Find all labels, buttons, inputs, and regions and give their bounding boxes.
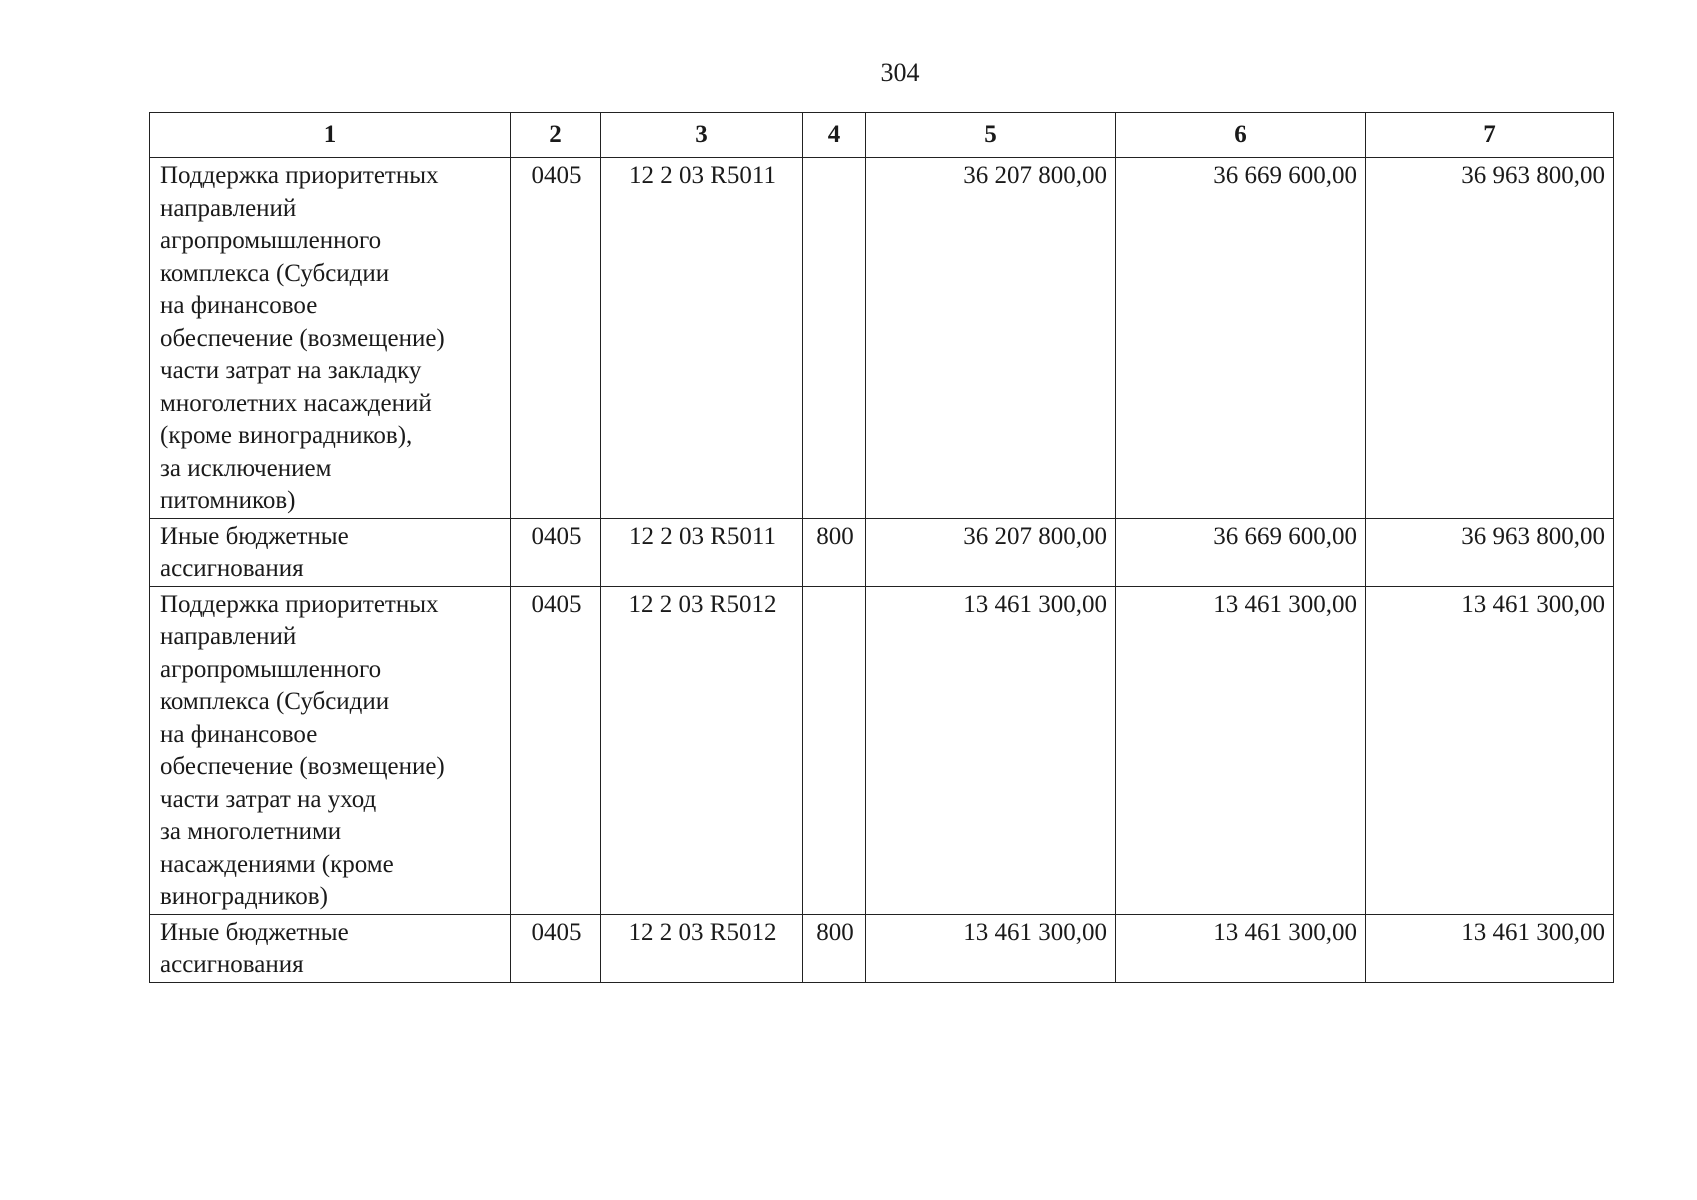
column-header-7: 7 xyxy=(1366,113,1614,158)
expense-type-cell: 800 xyxy=(803,914,866,982)
row-name-cell: Поддержка приоритетных направлений агропромышленного комплекса (Субсидии на финансовое обеспечение (возмещение) части затрат на закладку многолетних насаждений (кроме виноградников), за исключением питомников) xyxy=(150,158,511,519)
amount-col7-cell: 36 963 800,00 xyxy=(1366,158,1614,519)
column-header-2: 2 xyxy=(511,113,601,158)
amount-col6-cell: 36 669 600,00 xyxy=(1116,158,1366,519)
section-code-cell: 0405 xyxy=(511,518,601,586)
target-code-cell: 12 2 03 R5012 xyxy=(601,914,803,982)
table-row xyxy=(150,914,1614,982)
target-code-cell: 12 2 03 R5012 xyxy=(601,586,803,914)
table-row xyxy=(150,518,1614,586)
column-header-4: 4 xyxy=(803,113,866,158)
target-code-cell: 12 2 03 R5011 xyxy=(601,158,803,519)
table-row xyxy=(150,158,1614,519)
amount-col6-cell: 36 669 600,00 xyxy=(1116,518,1366,586)
expense-type-cell: 800 xyxy=(803,518,866,586)
section-code-cell: 0405 xyxy=(511,914,601,982)
table-row xyxy=(150,586,1614,914)
amount-col7-cell: 13 461 300,00 xyxy=(1366,586,1614,914)
amount-col5-cell: 36 207 800,00 xyxy=(866,518,1116,586)
section-code-cell: 0405 xyxy=(511,158,601,519)
row-name-cell: Иные бюджетные ассигнования xyxy=(150,914,511,982)
amount-col5-cell: 13 461 300,00 xyxy=(866,914,1116,982)
target-code-cell: 12 2 03 R5011 xyxy=(601,518,803,586)
amount-col5-cell: 13 461 300,00 xyxy=(866,586,1116,914)
amount-col6-cell: 13 461 300,00 xyxy=(1116,586,1366,914)
column-header-5: 5 xyxy=(866,113,1116,158)
page-number: 304 xyxy=(880,58,920,87)
amount-col7-cell: 13 461 300,00 xyxy=(1366,914,1614,982)
column-header-6: 6 xyxy=(1116,113,1366,158)
row-name-cell: Иные бюджетные ассигнования xyxy=(150,518,511,586)
section-code-cell: 0405 xyxy=(511,586,601,914)
column-header-1: 1 xyxy=(150,113,511,158)
column-header-3: 3 xyxy=(601,113,803,158)
amount-col6-cell: 13 461 300,00 xyxy=(1116,914,1366,982)
amount-col7-cell: 36 963 800,00 xyxy=(1366,518,1614,586)
row-name-cell: Поддержка приоритетных направлений агропромышленного комплекса (Субсидии на финансовое обеспечение (возмещение) части затрат на уход за многолетними насаждениями (кроме виноградников) xyxy=(150,586,511,914)
expense-type-cell xyxy=(803,586,866,914)
expense-type-cell xyxy=(803,158,866,519)
header-row xyxy=(150,113,1614,158)
amount-col5-cell: 36 207 800,00 xyxy=(866,158,1116,519)
budget-table xyxy=(149,112,1614,983)
